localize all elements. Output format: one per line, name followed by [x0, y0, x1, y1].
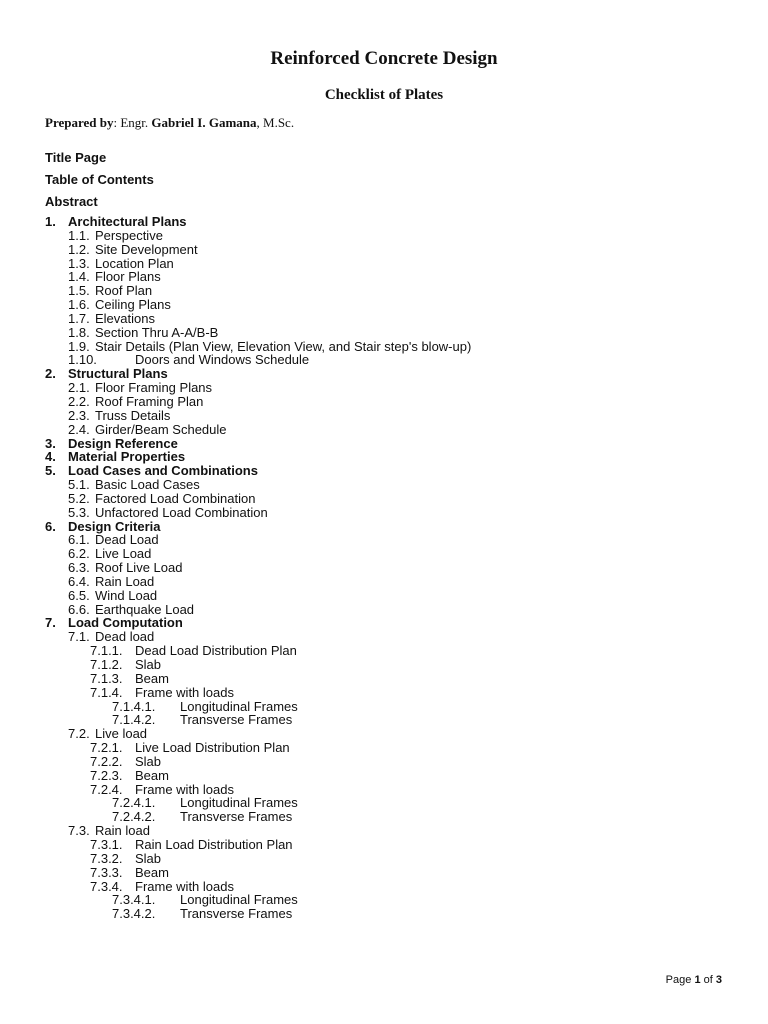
- toc-item: [45, 437, 745, 451]
- toc-item-number: 5.2.: [68, 490, 90, 506]
- toc-item-number: 6.5.: [68, 587, 90, 603]
- toc-item-number: 7.2.4.2.: [112, 809, 156, 825]
- page-number: 1: [694, 974, 701, 986]
- toc-item-text: Factored Load Combination: [95, 490, 256, 506]
- toc-item: [45, 533, 745, 547]
- toc-item: [45, 866, 745, 880]
- toc-item: [45, 852, 745, 866]
- toc-item-number: 1.6.: [68, 297, 90, 313]
- toc-item-number: 3.: [45, 435, 56, 451]
- author-name: Gabriel I. Gamana: [151, 115, 257, 130]
- toc-item: [45, 395, 745, 409]
- toc-item: [45, 630, 745, 644]
- toc-item: [45, 727, 745, 741]
- toc-item-text: Live Load Distribution Plan: [135, 740, 290, 756]
- author-suffix: , M.Sc.: [256, 115, 295, 130]
- toc-item-text: Truss Details: [95, 407, 171, 423]
- checklist-list: [45, 215, 745, 921]
- toc-item-text: Longitudinal Frames: [180, 892, 298, 908]
- toc-item-number: 1.: [45, 214, 56, 229]
- toc-item-text: Design Reference: [68, 435, 178, 451]
- toc-item: [45, 298, 745, 312]
- toc-item: [45, 381, 745, 395]
- toc-item-number: 7.3.4.2.: [112, 906, 156, 922]
- toc-item-text: Roof Framing Plan: [95, 393, 204, 409]
- toc-item-text: Rain Load: [95, 573, 155, 589]
- toc-item: [45, 838, 745, 852]
- document-title: Reinforced Concrete Design: [270, 48, 498, 69]
- toc-item: [45, 893, 745, 907]
- toc-item: [45, 215, 745, 229]
- toc-item-number: 7.3.3.: [90, 864, 123, 880]
- toc-item-text: Girder/Beam Schedule: [95, 421, 227, 437]
- toc-item: [45, 880, 745, 894]
- toc-item-text: Beam: [135, 767, 169, 783]
- front-matter-title-page: Title Page: [45, 150, 107, 165]
- toc-item-number: 1.7.: [68, 310, 90, 326]
- toc-item-number: 6.: [45, 518, 56, 534]
- toc-item-text: Dead Load Distribution Plan: [135, 643, 297, 659]
- toc-item: [45, 284, 745, 298]
- toc-item: [45, 547, 745, 561]
- toc-item: [45, 478, 745, 492]
- toc-item: [45, 603, 745, 617]
- toc-item: [45, 367, 745, 381]
- toc-item-text: Structural Plans: [68, 366, 168, 382]
- toc-item-number: 2.1.: [68, 380, 90, 396]
- toc-item-text: Wind Load: [95, 587, 158, 603]
- toc-item-text: Longitudinal Frames: [180, 698, 298, 714]
- toc-item-text: Longitudinal Frames: [180, 795, 298, 811]
- toc-item-number: 5.: [45, 463, 56, 479]
- toc-item-text: Slab: [135, 657, 162, 672]
- toc-item-number: 6.3.: [68, 560, 90, 576]
- toc-item-text: Rain Load Distribution Plan: [135, 836, 293, 852]
- toc-item: [45, 450, 745, 464]
- toc-item-number: 7.3.4.: [90, 878, 123, 894]
- toc-item-number: 5.3.: [68, 504, 90, 520]
- toc-item: [45, 353, 745, 367]
- toc-item-text: Roof Plan: [95, 283, 153, 299]
- toc-item-number: 2.: [45, 366, 56, 382]
- toc-item-number: 1.3.: [68, 255, 90, 271]
- page-total: 3: [715, 974, 722, 986]
- toc-item: [45, 824, 745, 838]
- prepared-by-prefix: : Engr.: [113, 115, 152, 130]
- toc-item-number: 1.10.: [68, 352, 97, 368]
- toc-item: [45, 783, 745, 797]
- toc-item-number: 7.1.: [68, 629, 90, 645]
- toc-item: [45, 796, 745, 810]
- toc-item: [45, 464, 745, 478]
- toc-item: [45, 700, 745, 714]
- toc-item-text: Load Computation: [68, 615, 183, 631]
- toc-item-number: 7.: [45, 615, 56, 631]
- toc-item-number: 4.: [45, 449, 56, 465]
- toc-item: [45, 340, 745, 354]
- toc-item: [45, 589, 745, 603]
- toc-item-number: 7.3.: [68, 823, 90, 839]
- toc-item: [45, 644, 745, 658]
- toc-item: [45, 769, 745, 783]
- toc-item: [45, 713, 745, 727]
- prepared-by-line: [45, 115, 294, 131]
- toc-item: [45, 243, 745, 257]
- toc-item-number: 1.1.: [68, 227, 90, 243]
- toc-item-number: 7.2.: [68, 726, 90, 742]
- toc-item: [45, 672, 745, 686]
- toc-item-text: Floor Framing Plans: [95, 380, 213, 396]
- toc-item-number: 7.3.2.: [90, 850, 123, 866]
- toc-item-number: 1.4.: [68, 269, 90, 285]
- toc-item: [45, 810, 745, 824]
- toc-item-text: Transverse Frames: [180, 809, 293, 825]
- toc-item-text: Elevations: [95, 310, 155, 326]
- toc-item: [45, 326, 745, 340]
- toc-item-text: Beam: [135, 864, 169, 880]
- toc-item-text: Unfactored Load Combination: [95, 504, 268, 520]
- toc-item-number: 7.1.4.: [90, 684, 123, 700]
- toc-item-number: 1.5.: [68, 283, 90, 299]
- toc-item-text: Floor Plans: [95, 269, 161, 285]
- toc-item-text: Stair Details (Plan View, Elevation View, and Stair step's blow-up): [95, 338, 472, 354]
- toc-item-text: Dead load: [95, 629, 155, 645]
- toc-item: [45, 686, 745, 700]
- toc-item-text: Live load: [95, 726, 148, 742]
- toc-item: [45, 506, 745, 520]
- toc-item-number: 7.1.1.: [90, 643, 123, 659]
- toc-item-number: 7.3.1.: [90, 836, 123, 852]
- toc-item-number: 7.1.3.: [90, 670, 123, 686]
- toc-item-number: 7.1.4.2.: [112, 712, 156, 728]
- toc-item-number: 1.2.: [68, 241, 90, 257]
- toc-item: [45, 409, 745, 423]
- toc-item-number: 1.8.: [68, 324, 90, 340]
- page-footer: [666, 974, 722, 986]
- toc-item: [45, 270, 745, 284]
- toc-item-text: Frame with loads: [135, 684, 234, 700]
- toc-item: [45, 423, 745, 437]
- page-of-label: of: [703, 974, 713, 986]
- toc-item-text: Frame with loads: [135, 878, 234, 894]
- toc-item-text: Perspective: [95, 227, 163, 243]
- toc-item-number: 7.2.1.: [90, 740, 123, 756]
- toc-item: [45, 575, 745, 589]
- page-label: Page: [665, 974, 692, 986]
- toc-item-text: Doors and Windows Schedule: [135, 352, 310, 368]
- toc-item-text: Earthquake Load: [95, 601, 195, 617]
- toc-item-text: Architectural Plans: [68, 214, 187, 229]
- toc-item-text: Ceiling Plans: [95, 297, 171, 313]
- toc-item-text: Material Properties: [68, 449, 186, 465]
- toc-item: [45, 755, 745, 769]
- toc-item-text: Beam: [135, 670, 169, 686]
- prepared-by-label: Prepared by: [45, 115, 114, 130]
- toc-item-number: 7.2.4.: [90, 781, 123, 797]
- toc-item: [45, 257, 745, 271]
- toc-item: [45, 658, 745, 672]
- toc-item-number: 7.2.3.: [90, 767, 123, 783]
- toc-item-number: 2.2.: [68, 393, 90, 409]
- toc-item-number: 6.1.: [68, 532, 90, 548]
- toc-item-number: 6.4.: [68, 573, 90, 589]
- front-matter-table-of-contents: Table of Contents: [45, 172, 154, 187]
- toc-item-number: 1.9.: [68, 338, 90, 354]
- toc-item-text: Transverse Frames: [180, 712, 293, 728]
- front-matter-abstract: Abstract: [45, 194, 98, 209]
- toc-item-text: Slab: [135, 753, 162, 769]
- toc-item-number: 2.4.: [68, 421, 90, 437]
- toc-item-text: Roof Live Load: [95, 560, 183, 576]
- toc-item-text: Slab: [135, 850, 162, 866]
- toc-item-number: 7.2.2.: [90, 753, 123, 769]
- toc-item-number: 7.3.4.1.: [112, 892, 156, 908]
- toc-item-text: Design Criteria: [68, 518, 161, 534]
- toc-item-text: Section Thru A-A/B-B: [95, 324, 219, 340]
- toc-item: [45, 616, 745, 630]
- toc-item-text: Frame with loads: [135, 781, 234, 797]
- toc-item-number: 7.2.4.1.: [112, 795, 156, 811]
- toc-item-text: Load Cases and Combinations: [68, 463, 258, 479]
- toc-item-text: Transverse Frames: [180, 906, 293, 922]
- toc-item-number: 7.1.4.1.: [112, 698, 156, 714]
- toc-item: [45, 561, 745, 575]
- toc-item: [45, 312, 745, 326]
- toc-item-text: Basic Load Cases: [95, 477, 200, 493]
- toc-item-text: Site Development: [95, 241, 198, 257]
- toc-item-number: 7.1.2.: [90, 657, 123, 672]
- toc-item-number: 2.3.: [68, 407, 90, 423]
- toc-item-number: 6.2.: [68, 546, 90, 562]
- toc-item-text: Live Load: [95, 546, 152, 562]
- toc-item: [45, 229, 745, 243]
- toc-item-text: Location Plan: [95, 255, 174, 271]
- toc-item-text: Dead Load: [95, 532, 159, 548]
- document-subtitle: Checklist of Plates: [324, 87, 444, 103]
- toc-item: [45, 741, 745, 755]
- toc-item-text: Rain load: [95, 823, 150, 839]
- toc-item-number: 6.6.: [68, 601, 90, 617]
- toc-item: [45, 492, 745, 506]
- toc-item-number: 5.1.: [68, 477, 90, 493]
- toc-item: [45, 520, 745, 534]
- toc-item: [45, 907, 745, 921]
